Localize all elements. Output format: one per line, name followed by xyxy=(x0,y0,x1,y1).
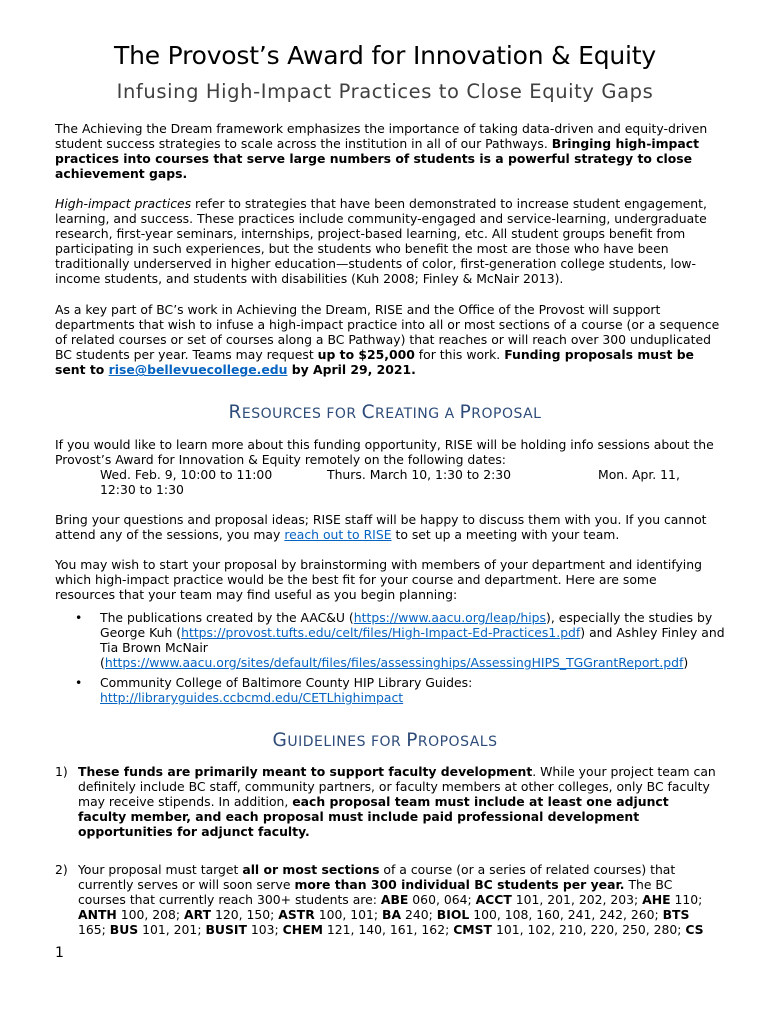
course-dept: AHE xyxy=(642,892,671,908)
guideline-2-bold: all or most sections xyxy=(242,862,380,877)
funding-instruction: Funding proposals must be sent to xyxy=(55,347,694,378)
key-part-paragraph xyxy=(55,302,720,377)
course-numbers: 101, 201; xyxy=(138,922,206,938)
key-part-text: As a key part of BC’s work in Achieving the Dream, RISE and the Office of the Provost will support departments that wish to infuse a high-impact practice into all or most sections of a course (or a sequence of related courses or set of courses along a BC Pathway) that reaches or will reach over 300 unduplicated BC students per year. Teams may request xyxy=(55,302,720,363)
list-number: 1) xyxy=(55,764,68,779)
course-dept: CHEM xyxy=(282,922,323,938)
guidelines-heading: GUIDELINES FOR PROPOSALS xyxy=(272,730,498,751)
course-dept: CS xyxy=(685,922,704,938)
session-date-3-time: 12:30 to 1:30 xyxy=(100,482,184,497)
aacu-report-link[interactable]: https://www.aacu.org/sites/default/files/files/assessinghips/AssessingHIPS_TGGrantReport.pdf xyxy=(104,655,684,671)
bullet-icon: • xyxy=(75,675,83,690)
course-dept: CMST xyxy=(453,922,493,938)
intro-text: The Achieving the Dream framework emphasizes the importance of taking data-driven and equity-driven student success strategies to scale across the institution in all of our Pathways. xyxy=(55,121,708,152)
course-dept: BUSIT xyxy=(205,922,247,938)
hip-paragraph xyxy=(55,196,720,287)
funding-deadline: by April 29, 2021. xyxy=(287,362,416,378)
funding-amount: up to $25,000 xyxy=(317,347,415,363)
bullet-text: Community College of Baltimore County HIP Library Guides: xyxy=(100,675,473,690)
questions-paragraph xyxy=(55,512,720,542)
guideline-2-text: of a course (or a series of related courses) that currently serves or will soon serve xyxy=(78,862,676,893)
hip-term: High-impact practices xyxy=(55,196,192,211)
course-dept: ANTH xyxy=(78,907,117,923)
reach-out-link[interactable]: reach out to RISE xyxy=(284,527,392,543)
resource-bullet-ccbc xyxy=(75,675,725,705)
course-dept: ABE xyxy=(380,892,409,908)
session-date-2: Thurs. March 10, 1:30 to 2:30 xyxy=(327,467,512,482)
guideline-2-text: Your proposal must target xyxy=(78,862,243,877)
document-title: The Provost’s Award for Innovation & Equity xyxy=(114,41,656,70)
course-numbers: 120, 150; xyxy=(211,907,279,923)
questions-text: Bring your questions and proposal ideas; RISE staff will be happy to discuss them with you. If you cannot attend any of the sessions, you may xyxy=(55,512,707,543)
course-dept: ART xyxy=(184,907,212,923)
bullet-text: ) and Ashley Finley and Tia Brown McNair ( xyxy=(100,625,725,671)
list-number: 2) xyxy=(55,862,68,877)
resource-bullet-aacu xyxy=(75,610,725,670)
bullet-text: The publications created by the AAC&U ( xyxy=(100,610,354,625)
info-sessions-paragraph: If you would like to learn more about this funding opportunity, RISE will be holding info sessions about the Provost’s Award for Innovation & Equity remotely on the following dates: xyxy=(55,437,714,468)
course-numbers: 121, 140, 161, 162; xyxy=(322,922,454,938)
guideline-1-bold: These funds are primarily meant to support faculty development xyxy=(78,764,533,779)
bullet-icon: • xyxy=(75,610,83,625)
guideline-1-text: . While your project team can definitely include BC staff, community partners, or faculty members at other colleges, only BC faculty may receive stipends. In addition, xyxy=(78,764,716,810)
session-date-1: Wed. Feb. 9, 10:00 to 11:00 xyxy=(100,467,273,482)
questions-end-text: to set up a meeting with your team. xyxy=(391,527,620,543)
course-numbers: 060, 064; xyxy=(408,892,476,908)
course-dept: BUS xyxy=(109,922,139,938)
guideline-2-threshold: more than 300 individual BC students per year. xyxy=(294,877,625,893)
brainstorm-paragraph: You may wish to start your proposal by brainstorming with members of your department and identifying which high-impact practice would be the best fit for your course and department. Here are some resources that your team may find useful as you begin planning: xyxy=(55,557,702,603)
intro-bold-statement: Bringing high-impact practices into courses that serve large numbers of students is a powerful strategy to close achievement gaps. xyxy=(55,136,700,182)
guideline-item-2 xyxy=(55,862,720,937)
session-date-3: Mon. Apr. 11, xyxy=(598,467,680,482)
key-part-text-2: for this work. xyxy=(414,347,505,363)
guideline-item-1 xyxy=(55,764,720,839)
course-numbers: 165; xyxy=(78,922,110,938)
rise-email-link[interactable]: rise@bellevuecollege.edu xyxy=(108,362,288,378)
guideline-1-requirement: each proposal team must include at least one adjunct faculty member, and each proposal must include paid professional development opportunities for adjunct faculty. xyxy=(78,794,669,840)
course-numbers: 240; xyxy=(401,907,437,923)
bullet-text: ) xyxy=(683,655,689,671)
course-numbers: 103; xyxy=(246,922,283,938)
course-numbers: 100, 108, 160, 241, 242, 260; xyxy=(469,907,663,923)
hip-text: refer to strategies that have been demonstrated to increase student engagement, learning, and success. These practices include community-engaged and service-learning, undergraduate research, first-year seminars, internships, project-based learning, etc. All student groups benefit from participating in such experiences, but the students who benefit the most are those who have been traditionally underserved in higher education—students of color, first-generation college students, low-income students, and students with disabilities (Kuh 2008; Finley & McNair 2013). xyxy=(55,196,707,287)
course-dept: ASTR xyxy=(278,907,315,923)
course-numbers: 101, 102, 210, 220, 250, 280; xyxy=(492,922,686,938)
resources-heading: RESOURCES FOR CREATING A PROPOSAL xyxy=(228,402,542,423)
course-dept: BA xyxy=(382,907,402,923)
tufts-pdf-link[interactable]: https://provost.tufts.edu/celt/files/High-Impact-Ed-Practices1.pdf xyxy=(181,625,581,641)
course-numbers: 101, 201, 202, 203; xyxy=(511,892,643,908)
course-numbers: 100, 101; xyxy=(314,907,383,923)
course-dept: BIOL xyxy=(436,907,470,923)
course-numbers: 110; xyxy=(670,892,703,908)
course-dept: ACCT xyxy=(475,892,512,908)
document-subtitle: Infusing High-Impact Practices to Close Equity Gaps xyxy=(116,80,654,103)
ccbc-library-link[interactable]: http://libraryguides.ccbcmd.edu/CETLhighimpact xyxy=(100,690,404,706)
course-numbers: 100, 208; xyxy=(116,907,185,923)
course-dept: BTS xyxy=(662,907,690,923)
aacu-hips-link[interactable]: https://www.aacu.org/leap/hips xyxy=(353,610,546,625)
intro-paragraph xyxy=(55,121,720,181)
bullet-text: ), especially the studies by George Kuh ( xyxy=(100,610,713,641)
guideline-2-text: The BC courses that currently reach 300+ students are: xyxy=(78,877,673,908)
page-number: 1 xyxy=(55,945,64,961)
